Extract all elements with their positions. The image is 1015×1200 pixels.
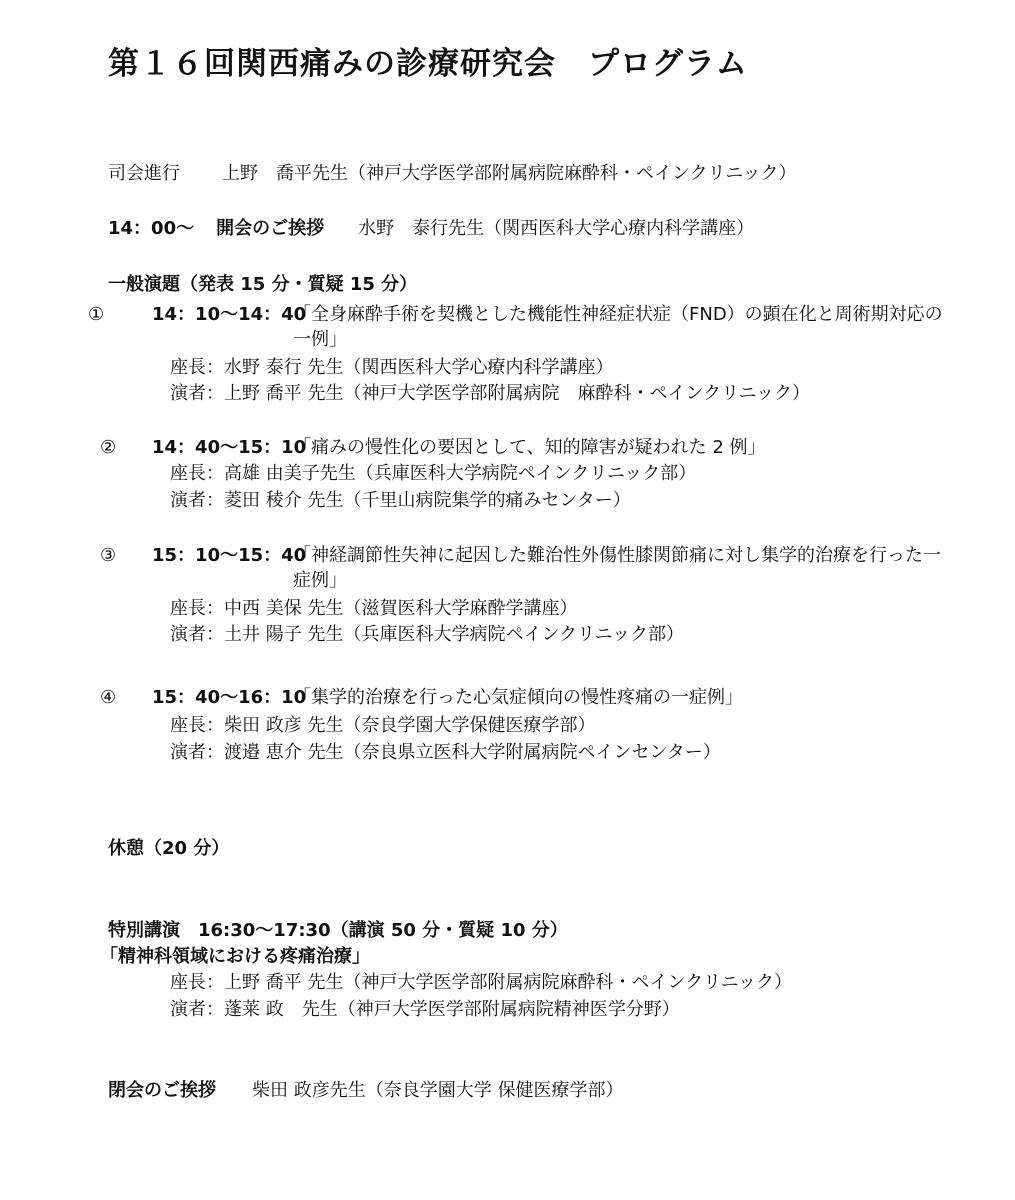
opening-person: 水野 泰行先生（関西医科大学心療内科学講座） [358,218,755,239]
talk-chair: 座長：水野 泰行 先生（関西医科大学心療内科学講座） [170,357,614,378]
talk-speaker: 演者：土井 陽子 先生（兵庫医科大学病院ペインクリニック部） [170,624,685,645]
moderator-person: 上野 喬平先生（神戸大学医学部附属病院麻酔科・ペインクリニック） [222,163,797,184]
talk-time: 14：10～14：40 [152,304,307,325]
talk-chair: 座長：中西 美保 先生（滋賀医科大学麻酔学講座） [170,598,578,619]
talk-title: 「痛みの慢性化の要因として、知的障害が疑われた 2 例」 [293,437,766,458]
talk-time: 15：10～15：40 [152,545,307,566]
talk-number: ① [88,304,105,325]
talk-chair: 座長：高雄 由美子先生（兵庫医科大学病院ペインクリニック部） [170,463,697,484]
closing-line [108,1080,623,1102]
talk-title: 「集学的治療を行った心気症傾向の慢性疼痛の一症例」 [293,687,743,708]
general-section-header: 一般演題（発表 15 分・質疑 15 分） [108,274,418,295]
opening-line [108,218,754,240]
moderator-line [108,163,797,185]
moderator-label: 司会進行 [108,163,180,184]
closing-label: 閉会のご挨拶 [108,1080,216,1101]
talk-number: ③ [100,545,117,566]
talk-time: 14：40～15：10 [152,437,307,458]
closing-person: 柴田 政彦先生（奈良学園大学 保健医療学部） [252,1080,624,1101]
talk-title: 「神経調節性失神に起因した難治性外傷性膝関節痛に対し集学的治療を行った一症例」 [293,545,941,591]
special-speaker: 演者：蓬莱 政 先生（神戸大学医学部附属病院精神医学分野） [170,999,680,1020]
talk-speaker: 演者：渡邉 恵介 先生（奈良県立医科大学附属病院ペインセンター） [170,742,721,763]
talk-number: ② [100,437,117,458]
special-lecture-title: 「精神科領域における疼痛治療」 [100,946,370,967]
page-title: 第１６回関西痛みの診療研究会 プログラム [108,46,748,82]
talk-number: ④ [100,687,117,708]
opening-label: 開会のご挨拶 [216,218,325,239]
talk-speaker: 演者：菱田 稜介 先生（千里山病院集学的痛みセンター） [170,490,631,511]
opening-time: 14：00～ [108,218,195,239]
talk-time: 15：40～16：10 [152,687,307,708]
talk-chair: 座長：柴田 政彦 先生（奈良学園大学保健医療学部） [170,715,596,736]
talk-title: 「全身麻酔手術を契機とした機能性神経症状症（FND）の顕在化と周術期対応の一例」 [293,304,943,350]
special-chair: 座長：上野 喬平 先生（神戸大学医学部附属病院麻酔科・ペインクリニック） [170,972,792,993]
talk-speaker: 演者：上野 喬平 先生（神戸大学医学部附属病院 麻酔科・ペインクリニック） [170,383,810,404]
special-lecture-header: 特別講演 16:30～17:30（講演 50 分・質疑 10 分） [108,920,568,941]
break-line: 休憩（20 分） [108,838,230,859]
